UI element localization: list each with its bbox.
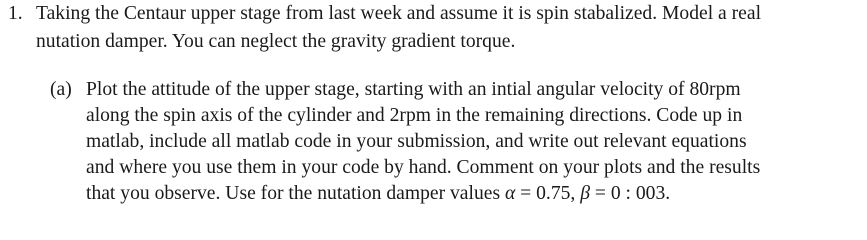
part-a-line-2: along the spin axis of the cylinder and 2rpm in the remaining directions. Code up in: [86, 105, 743, 126]
part-a-line-3: matlab, include all matlab code in your submission, and write out relevant equations: [86, 131, 747, 152]
statement-line-1: Taking the Centaur upper stage from last week and assume it is spin stabalized. Model a real: [36, 3, 762, 24]
part-a-label: (a): [50, 79, 72, 100]
part-a-line-1: Plot the attitude of the upper stage, starting with an intial angular velocity of 80rpm: [86, 79, 741, 100]
beta-value: = 0 : 003.: [589, 183, 671, 204]
beta-symbol: β: [580, 183, 590, 204]
alpha-value: = 0.75,: [515, 183, 581, 204]
part-a-line-4: and where you use them in your code by hand. Comment on your plots and the results: [86, 157, 761, 178]
part-a-line-5-text: that you observe. Use for the nutation damper values: [86, 183, 505, 204]
alpha-symbol: α: [504, 183, 516, 204]
statement-line-2: nutation damper. You can neglect the gravity gradient torque.: [36, 31, 516, 52]
problem-number: 1.: [8, 3, 23, 24]
part-a-line-5: [86, 182, 670, 206]
